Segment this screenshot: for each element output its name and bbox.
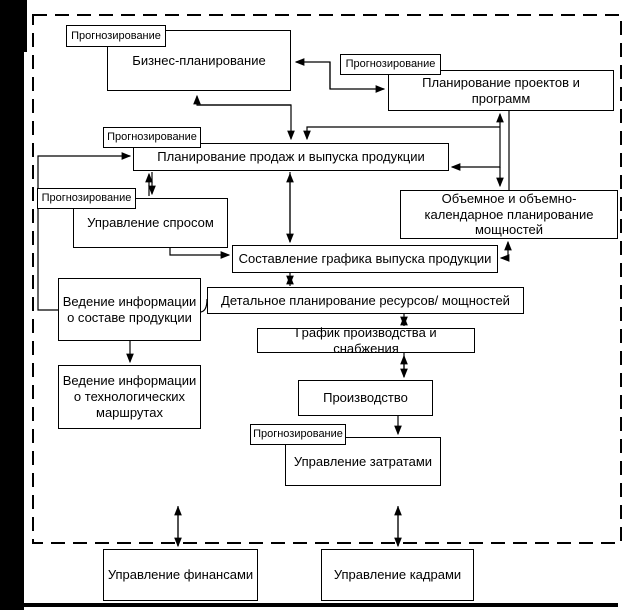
box-business-planning: Бизнес-планирование	[107, 30, 291, 91]
box-capacity-planning: Объемное и объемно-календарное планирование мощностей	[400, 190, 618, 239]
box-sales-output-planning: Планирование продаж и выпуска продукции	[133, 143, 449, 171]
forecast-label-costs: Прогнозирование	[250, 424, 346, 445]
box-product-structure-info: Ведение информации о составе продукции	[58, 278, 201, 341]
box-production-supply-schedule: График производства и снабжения	[257, 328, 475, 353]
forecast-label-projects: Прогнозирование	[340, 54, 441, 75]
box-demand-management: Управление спросом	[73, 198, 228, 248]
box-project-planning: Планирование проектов и программ	[388, 70, 614, 111]
forecast-label-sales: Прогнозирование	[103, 127, 201, 148]
box-production: Производство	[298, 380, 433, 416]
box-routing-info: Ведение информации о технологических маршрутах	[58, 365, 201, 429]
box-output-schedule: Составление графика выпуска продукции	[232, 245, 498, 273]
forecast-label-business: Прогнозирование	[66, 25, 166, 47]
box-finance-management: Управление финансами	[103, 549, 258, 601]
forecast-label-demand: Прогнозирование	[37, 188, 136, 209]
box-hr-management: Управление кадрами	[321, 549, 474, 601]
box-cost-management: Управление затратами	[285, 437, 441, 486]
box-detailed-resource-planning: Детальное планирование ресурсов/ мощностей	[207, 287, 524, 314]
